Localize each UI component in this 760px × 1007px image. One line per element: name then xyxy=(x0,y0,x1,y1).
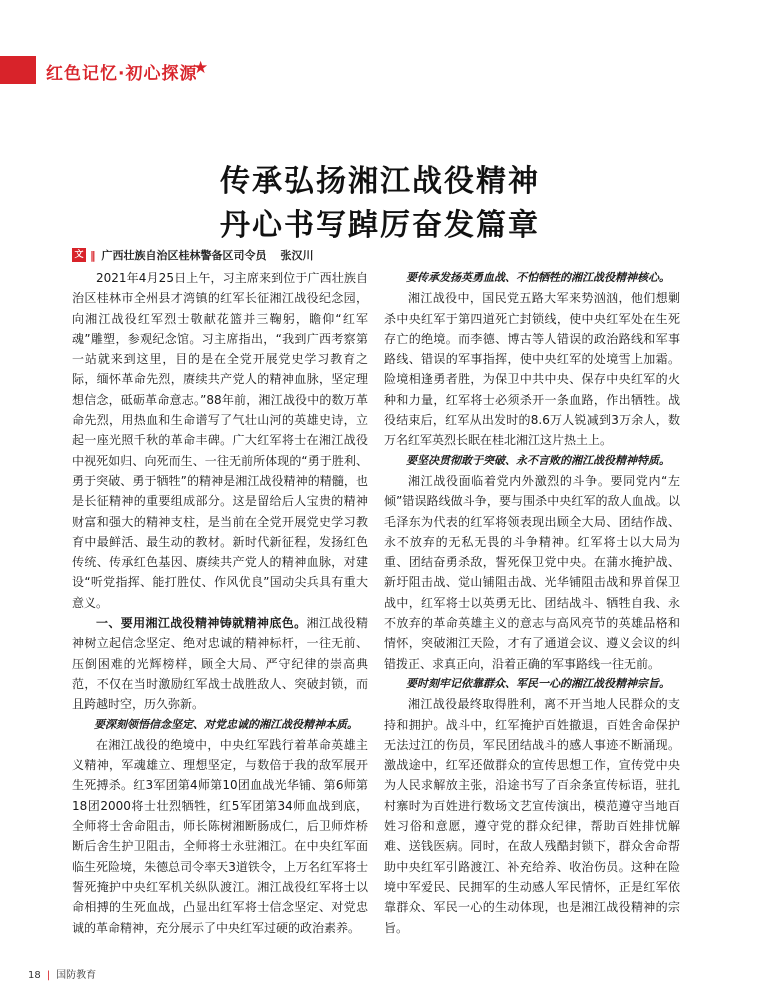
section-paragraph xyxy=(72,613,368,714)
magazine-name: 国防教育 xyxy=(56,970,97,981)
page-number: 18 xyxy=(28,970,41,981)
body-paragraph: 湘江战役最终取得胜利，离不开当地人民群众的支持和拥护。战斗中，红军掩护百姓撤退，百姓舍命保护无法过江的伤员，军民团结战斗的感人事迹不断涌现。激战途中，红军还做群众的宣传思想工作，宣传党中央为人民求解放主张，沿途书写了百余条宣传标语，驻扎村寨时为百姓进行数场文艺宣传演出，模范遵守当地百姓习俗和意愿，遵守党的群众纪律，帮助百姓排忧解难、送钱医病。同时，在敌人残酷封锁下，群众舍命帮助中央红军引路渡江、补充给养、收治伤员。这种在险境中军爱民、民拥军的生动感人军民情怀，正是红军依靠群众、军民一心的生动体现，也是湘江战役精神的宗旨。 xyxy=(384,697,680,935)
section-header xyxy=(0,56,220,84)
body-paragraph: 湘江战役面临着党内外激烈的斗争。要同党内“左倾”错误路线做斗争，要与围杀中央红军的敌人血战。以毛泽东为代表的红军将领表现出顾全大局、团结作战、永不放弃的无私无畏的斗争精神。红军将士以大局为重、团结奋勇杀敌，誓死保卫党中央。在蒲水掩护战、新圩阻击战、觉山铺阻击战、光华铺阻击战和界首保卫战中，红军将士以英勇无比、团结战斗、牺牲自我、永不放弃的革命英雄主义的意志与高风亮节的英雄品格和情怀，突破湘江天险，才有了通道会议、遵义会议的纠错拨正、求真正向，沿着正确的军事路线一往无前。 xyxy=(384,473,680,671)
header-red-block xyxy=(0,56,36,84)
section-title: 红色记忆·初心探源 xyxy=(46,64,198,84)
byline xyxy=(72,246,692,264)
byline-author: 张汉川 xyxy=(280,249,314,262)
title-line-1: 传承弘扬湘江战役精神 xyxy=(220,164,540,199)
body-paragraph: 2021年4月25日上午，习主席来到位于广西壮族自治区桂林市全州县才湾镇的红军长征湘江战役纪念园，向湘江战役红军烈士敬献花篮并三鞠躬，瞻仰“红军魂”雕塑，参观纪念馆。习主席指出，“我到广西考察第一站就来到这里，目的是在全党开展党史学习教育之际，缅怀革命先烈，赓续共产党人的精神血脉，坚定理想信念，砥砺革命意志。”88年前，湘江战役中的数万革命先烈，用热血和生命谱写了气壮山河的英雄史诗，立起一座光照千秋的革命丰碑。广大红军将士在湘江战役中视死如归、向死而生、一往无前所体现的“勇于胜利、勇于突破、勇于牺牲”的精神是湘江战役精神的精髓，也是长征精神的重要组成部分。这是留给后人宝贵的精神财富和强大的精神支柱，是当前在全党开展党史学习教育中最鲜活、最生动的教材。新时代新征程，发扬红色传统、传承红色基因、赓续共产党人的精神血脉，对建设“听党指挥、能打胜仗、作风优良”国动尖兵具有重大意义。 xyxy=(72,271,368,610)
article-title xyxy=(0,160,760,248)
right-column xyxy=(384,268,680,938)
body-paragraph: 在湘江战役的绝境中，中央红军践行着革命英雄主义精神，军魂雄立、理想坚定，与数倍于我的敌军展开生死搏杀。红3军团第4师第10团血战光华铺、第6师第18团2000将士壮烈牺牲，红5军团第34师血战到底，全师将士舍命阻击，师长陈树湘断肠成仁，后卫师炸桥断后舍生护卫阻击，全师将士永驻湘江。在中央红军面临生死险境，朱德总司令率天3道铁令，上万名红军将士誓死掩护中央红军机关纵队渡江。湘江战役红军将士以命相搏的生死血战，凸显出红军将士信念坚定、对党忠诚的革命精神，充分展示了中央红军过硬的政治素养。 xyxy=(72,737,368,935)
section-heading: 一、要用湘江战役精神铸就精神底色。 xyxy=(96,616,307,631)
subheading: 要坚决贯彻敢于突破、永不言败的湘江战役精神特质。 xyxy=(406,453,670,467)
page-footer xyxy=(28,966,96,981)
section-text: 湘江战役精神树立起信念坚定、绝对忠诚的精神标杆，一往无前、压倒困难的光辉榜样，顾全大局、严守纪律的崇高典范，不仅在当时激励红军战士战胜敌人、突破封锁，而且跨越时空，历久弥新。 xyxy=(72,616,368,712)
body-paragraph: 湘江战役中，国民党五路大军来势汹汹，他们想剿杀中央红军于第四道死亡封锁线，使中央红军处在生死存亡的绝境。而李德、博古等人错误的政治路线和军事路线、错误的军事指挥，使中央红军的处境雪上加霜。险境相逢勇者胜，为保卫中共中央、保存中央红军的火种和力量，红军将士必须杀开一条血路，作出牺牲。战役结束后，红军从出发时的8.6万人锐减到3万余人，数万名红军英烈长眠在桂北湘江这片热土上。 xyxy=(384,291,680,448)
byline-org: 广西壮族自治区桂林警备区司令员 xyxy=(101,249,267,262)
subheading: 要传承发扬英勇血战、不怕牺牲的湘江战役精神核心。 xyxy=(406,271,670,284)
subheading: 要深刻领悟信念坚定、对党忠诚的湘江战役精神本质。 xyxy=(94,717,358,731)
footer-separator: | xyxy=(46,970,51,981)
left-column xyxy=(72,268,368,938)
byline-mark: 文 xyxy=(72,248,86,262)
star-icon: ★ xyxy=(193,58,209,78)
title-line-2: 丹心书写踔厉奋发篇章 xyxy=(220,208,540,243)
byline-separator: ‖ xyxy=(90,248,96,262)
subheading: 要时刻牢记依靠群众、军民一心的湘江战役精神宗旨。 xyxy=(406,676,670,690)
